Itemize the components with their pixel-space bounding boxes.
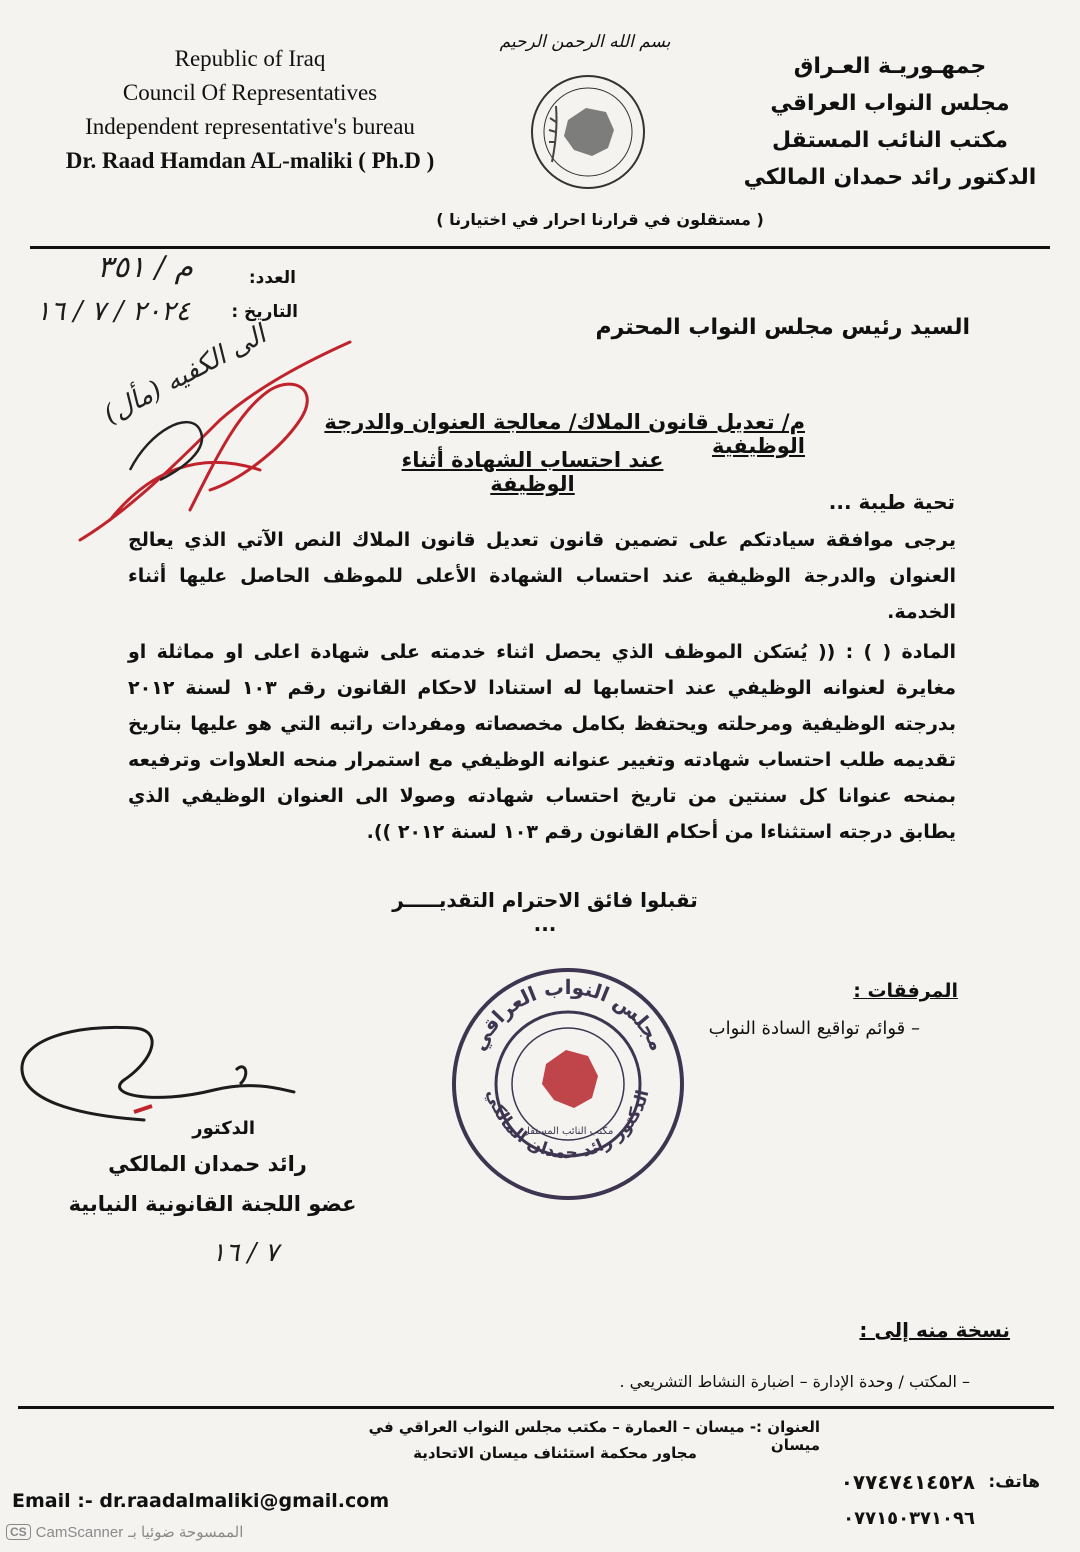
- header-en-line-4: Dr. Raad Hamdan AL-maliki ( Ph.D ): [65, 148, 435, 173]
- greeting: تحية طيبة ...: [828, 490, 955, 514]
- number-value: م / ٣٥١: [96, 250, 194, 285]
- official-seal: [448, 964, 688, 1204]
- signatory-name: رائد حمدان المالكي: [108, 1152, 307, 1176]
- signatory-title: الدكتور: [192, 1118, 255, 1139]
- signatory-role: عضو اللجنة القانونية النيابية: [68, 1192, 357, 1216]
- header-arabic: [740, 48, 1040, 196]
- footer-address-line-2: مجاور محكمة استئناف ميسان الاتحادية: [413, 1444, 697, 1462]
- signatory-hand-date: ٧ / ١٦: [211, 1238, 279, 1268]
- header-ar-line-2: مجلس النواب العراقي: [770, 91, 1010, 116]
- margin-note: الى الكفيه (مأل): [99, 319, 271, 431]
- footer-phone: ٠٧٧٤٧٤١٤٥٢٨: [840, 1470, 975, 1494]
- subject-line-1: م/ تعديل قانون الملاك/ معالجة العنوان والدرجة الوظيفية: [324, 410, 805, 458]
- header-divider: [30, 246, 1050, 249]
- date-label: التاريخ :: [231, 302, 298, 322]
- header-ar-line-1: جمهـوريـة العـراق: [793, 54, 987, 79]
- parliament-emblem: [528, 72, 648, 192]
- body-paragraph-1: يرجى موافقة سيادتكم على تضمين قانون تعديل قانون الملاك النص الآتي الذي يعالج العنوان والدرجة الوظيفية عند احتساب الشهادة الأعلى للموظف الحاصل عليها أثناء الخدمة.: [128, 529, 956, 623]
- attachment-item: – قوائم تواقيع السادة النواب: [708, 1018, 920, 1039]
- header-en-line-3: Independent representative's bureau: [85, 114, 415, 139]
- header-english: [40, 42, 460, 178]
- scanner-label: الممسوحة ضوئيا بـ: [128, 1524, 244, 1541]
- seal-inner-text: مكتب النائب المستقل: [522, 1126, 614, 1137]
- copy-item: – المكتب / وحدة الإدارة – اضبارة النشاط التشريعي .: [619, 1372, 970, 1391]
- copy-label: نسخة منه إلى :: [859, 1318, 1010, 1342]
- header-ar-line-4: الدكتور رائد حمدان المالكي: [743, 165, 1037, 190]
- scanner-badge: CS: [6, 1524, 31, 1540]
- slogan: ( مستقلون في قرارنا احرار في اختيارنا ): [436, 210, 764, 229]
- header-ar-line-3: مكتب النائب المستقل: [772, 128, 1008, 153]
- addressee: السيد رئيس مجلس النواب المحترم: [595, 315, 970, 340]
- subject-line-2: عند احتساب الشهادة أثناء الوظيفة: [401, 448, 664, 496]
- footer-email: Email :- dr.raadalmaliki@gmail.com: [12, 1490, 390, 1512]
- footer-phone-label: هاتف:: [988, 1472, 1040, 1492]
- footer-divider: [18, 1406, 1054, 1409]
- footer-address-line-1: العنوان :- ميسان – العمارة – مكتب مجلس النواب العراقي في ميسان: [368, 1418, 820, 1454]
- scanner-brand: CamScanner: [35, 1523, 124, 1541]
- closing: تقبلوا فائق الاحترام التقديـــــر ...: [392, 888, 698, 936]
- scanner-watermark: [6, 1520, 306, 1544]
- footer-phone-2: ٠٧٧١٥٠٣٧١٠٩٦: [843, 1508, 975, 1524]
- basmala: بسم الله الرحمن الرحيم: [499, 32, 671, 52]
- header-en-line-1: Republic of Iraq: [174, 46, 326, 71]
- body-paragraph-2: المادة ( ) : (( يُسَكن الموظف الذي يحصل اثناء خدمته على شهادة اعلى او مماثلة او مغايرة لعنوانه الوظيفي عند احتسابها له استنادا لاحكام القانون رقم ١٠٣ لسنة ٢٠١٢ بدرجته الوظيفية ومرحلته ويحتفظ بكامل مخصصاته ومفردات راتبه التي هو عليها بتاريخ تقديمه طلب احتساب شهادته وتغيير عنوانه الوظيفي مع استمرار منحه العلاوات وترفيعه بمنحه عنوانا كل سنتين من تاريخ احتساب شهادته وصولا الى العنوان الوظيفي الذي يطابق درجته استثناءا من أحكام القانون رقم ١٠٣ لسنة ٢٠١٢ )).: [128, 641, 956, 843]
- seal-outer-text: مجلس النواب العراقي: [466, 974, 670, 1055]
- date-value: ٢٠٢٤ / ٧ / ١٦: [35, 296, 191, 327]
- number-label: العدد:: [248, 268, 296, 288]
- svg-text:مجلس النواب العراقي: [466, 975, 669, 1055]
- seal-bottom-text: الدكتور رائد حمدان المالكي: [482, 1087, 654, 1164]
- attachments-label: المرفقات :: [853, 980, 958, 1002]
- header-en-line-2: Council Of Representatives: [122, 80, 378, 105]
